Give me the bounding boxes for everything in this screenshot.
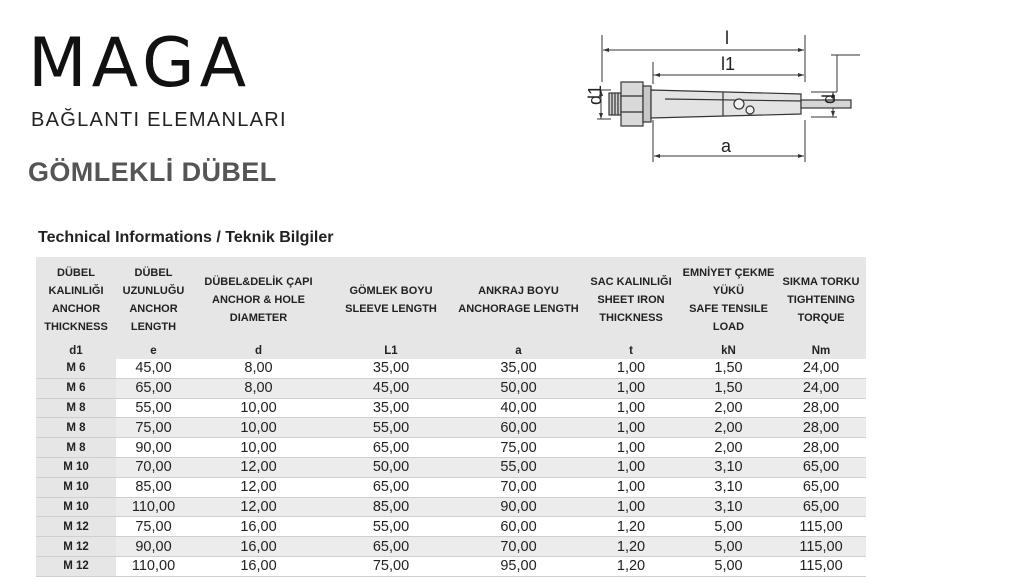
table-cell: 3,10 xyxy=(681,477,776,497)
column-header-tr: GÖMLEK BOYU xyxy=(349,285,433,297)
column-unit: L1 xyxy=(384,345,398,357)
table-cell: 1,00 xyxy=(581,477,681,497)
table-cell: 45,00 xyxy=(116,359,191,378)
column-header xyxy=(776,257,866,343)
table-cell: 24,00 xyxy=(776,359,866,378)
column-header xyxy=(681,257,776,343)
table-cell: M 8 xyxy=(36,398,116,418)
table-cell: 10,00 xyxy=(191,418,326,438)
table-cell: 16,00 xyxy=(191,537,326,557)
table-row xyxy=(36,378,866,398)
table-body xyxy=(36,359,866,576)
product-title: GÖMLEKLİ DÜBEL xyxy=(28,157,277,187)
table-row xyxy=(36,517,866,537)
column-header-tr: ANKRAJ BOYU xyxy=(478,285,559,297)
table-row xyxy=(36,359,866,378)
brand-logo: MAGA xyxy=(28,24,252,103)
section-title: Technical Informations / Teknik Bilgiler xyxy=(38,229,334,246)
technical-table xyxy=(36,257,866,577)
table-cell: M 10 xyxy=(36,497,116,517)
table-cell: 2,00 xyxy=(681,418,776,438)
table-cell: 3,10 xyxy=(681,457,776,477)
table-cell: 90,00 xyxy=(456,497,581,517)
table-cell: 2,00 xyxy=(681,398,776,418)
dimension-label-d1: d1 xyxy=(585,84,605,105)
table-cell: 90,00 xyxy=(116,438,191,458)
table-cell: 65,00 xyxy=(116,378,191,398)
table-cell: 115,00 xyxy=(776,517,866,537)
table-row xyxy=(36,457,866,477)
table-row xyxy=(36,477,866,497)
table-cell: 28,00 xyxy=(776,398,866,418)
table-cell: 95,00 xyxy=(456,556,581,576)
table-row xyxy=(36,398,866,418)
table-cell: 12,00 xyxy=(191,477,326,497)
column-header-en: ANCHOR THICKNESS xyxy=(44,303,108,333)
table-row xyxy=(36,497,866,517)
column-header xyxy=(456,257,581,343)
table-cell: 65,00 xyxy=(776,477,866,497)
table-cell: 8,00 xyxy=(191,378,326,398)
table-cell: 10,00 xyxy=(191,438,326,458)
column-header-tr: DÜBEL KALINLIĞI xyxy=(48,267,104,297)
table-cell: 65,00 xyxy=(326,438,456,458)
table-cell: M 12 xyxy=(36,537,116,557)
table-row xyxy=(36,438,866,458)
table-cell: 45,00 xyxy=(326,378,456,398)
table-cell: 1,00 xyxy=(581,378,681,398)
table-cell: 60,00 xyxy=(456,418,581,438)
column-unit: e xyxy=(150,345,157,357)
table-cell: 50,00 xyxy=(326,457,456,477)
table-cell: 70,00 xyxy=(116,457,191,477)
table-cell: 5,00 xyxy=(681,537,776,557)
table-cell: 1,00 xyxy=(581,418,681,438)
table-cell: 1,00 xyxy=(581,457,681,477)
table-cell: M 6 xyxy=(36,359,116,378)
column-unit: t xyxy=(629,345,633,357)
table-cell: 75,00 xyxy=(456,438,581,458)
column-header xyxy=(116,257,191,343)
table-cell: 110,00 xyxy=(116,556,191,576)
table-cell: 75,00 xyxy=(116,418,191,438)
table-cell: 10,00 xyxy=(191,398,326,418)
table-cell: 16,00 xyxy=(191,517,326,537)
table-cell: 1,50 xyxy=(681,359,776,378)
table-cell: 40,00 xyxy=(456,398,581,418)
column-header-tr: DÜBEL UZUNLUĞU xyxy=(122,267,185,297)
column-unit: kN xyxy=(721,345,736,357)
table-cell: 65,00 xyxy=(326,477,456,497)
table-row xyxy=(36,537,866,557)
brand-subtitle: BAĞLANTI ELEMANLARI xyxy=(31,109,287,131)
table-cell: 50,00 xyxy=(456,378,581,398)
table-cell: 70,00 xyxy=(456,537,581,557)
table-cell: 16,00 xyxy=(191,556,326,576)
table-cell: 3,10 xyxy=(681,497,776,517)
column-header xyxy=(36,257,116,343)
table-cell: 55,00 xyxy=(116,398,191,418)
table-cell: 28,00 xyxy=(776,418,866,438)
table-cell: M 10 xyxy=(36,477,116,497)
column-header-en: SLEEVE LENGTH xyxy=(345,303,437,315)
table-cell: 55,00 xyxy=(326,418,456,438)
table-cell: M 8 xyxy=(36,418,116,438)
table-cell: 12,00 xyxy=(191,457,326,477)
dimension-label-d: d xyxy=(819,93,839,104)
table-cell: M 8 xyxy=(36,438,116,458)
table-cell: 35,00 xyxy=(326,359,456,378)
table-cell: 1,00 xyxy=(581,438,681,458)
table-cell: 75,00 xyxy=(116,517,191,537)
table-cell: 85,00 xyxy=(326,497,456,517)
table-header-row xyxy=(36,257,866,343)
table-cell: 85,00 xyxy=(116,477,191,497)
column-header-tr: EMNİYET ÇEKME YÜKÜ xyxy=(682,267,775,297)
table-cell: M 12 xyxy=(36,556,116,576)
table-cell: 90,00 xyxy=(116,537,191,557)
table-cell: 1,20 xyxy=(581,556,681,576)
table-cell: M 6 xyxy=(36,378,116,398)
column-header-tr: DÜBEL&DELİK ÇAPI xyxy=(204,276,313,288)
table-cell: 2,00 xyxy=(681,438,776,458)
table-cell: 70,00 xyxy=(456,477,581,497)
column-header-en: TIGHTENING TORQUE xyxy=(787,294,855,324)
table-cell: 5,00 xyxy=(681,517,776,537)
table-cell: 65,00 xyxy=(326,537,456,557)
table-cell: 65,00 xyxy=(776,457,866,477)
column-header-en: SHEET IRON THICKNESS xyxy=(597,294,665,324)
table-cell: M 12 xyxy=(36,517,116,537)
dimension-label-l1: l1 xyxy=(721,54,736,74)
table-row xyxy=(36,556,866,576)
table-unit-row xyxy=(36,343,866,359)
table-cell: 55,00 xyxy=(326,517,456,537)
column-unit: d xyxy=(254,345,263,357)
column-header xyxy=(191,257,326,343)
column-header-en: ANCHOR LENGTH xyxy=(129,303,178,333)
table-cell: 12,00 xyxy=(191,497,326,517)
table-cell: 5,00 xyxy=(681,556,776,576)
table-cell: 115,00 xyxy=(776,537,866,557)
table-cell: 35,00 xyxy=(456,359,581,378)
column-header-en: ANCHOR & HOLE DIAMETER xyxy=(212,294,305,324)
column-header xyxy=(581,257,681,343)
column-header-tr: SAC KALINLIĞI xyxy=(590,276,672,288)
table-cell: 24,00 xyxy=(776,378,866,398)
table-cell: 1,00 xyxy=(581,497,681,517)
table-cell: 55,00 xyxy=(456,457,581,477)
table-cell: 1,20 xyxy=(581,517,681,537)
column-header-en: ANCHORAGE LENGTH xyxy=(458,303,579,315)
table-cell: 1,20 xyxy=(581,537,681,557)
anchor-technical-drawing xyxy=(575,20,875,170)
table-row xyxy=(36,418,866,438)
column-header-en: SAFE TENSILE LOAD xyxy=(689,303,768,333)
column-unit: Nm xyxy=(811,345,831,357)
column-header xyxy=(326,257,456,343)
table-cell: 1,00 xyxy=(581,359,681,378)
table-cell: 65,00 xyxy=(776,497,866,517)
table-cell: 75,00 xyxy=(326,556,456,576)
table-cell: 28,00 xyxy=(776,438,866,458)
table-cell: 1,00 xyxy=(581,398,681,418)
column-unit: d1 xyxy=(69,345,83,357)
dimension-label-a: a xyxy=(721,136,732,156)
technical-table-container xyxy=(36,257,866,575)
table-cell: 115,00 xyxy=(776,556,866,576)
table-cell: 35,00 xyxy=(326,398,456,418)
column-unit: a xyxy=(515,345,522,357)
table-cell: 1,50 xyxy=(681,378,776,398)
table-cell: 60,00 xyxy=(456,517,581,537)
table-cell: 110,00 xyxy=(116,497,191,517)
column-header-tr: SIKMA TORKU xyxy=(782,276,860,288)
table-cell: M 10 xyxy=(36,457,116,477)
dimension-label-l: l xyxy=(725,28,729,48)
table-cell: 8,00 xyxy=(191,359,326,378)
